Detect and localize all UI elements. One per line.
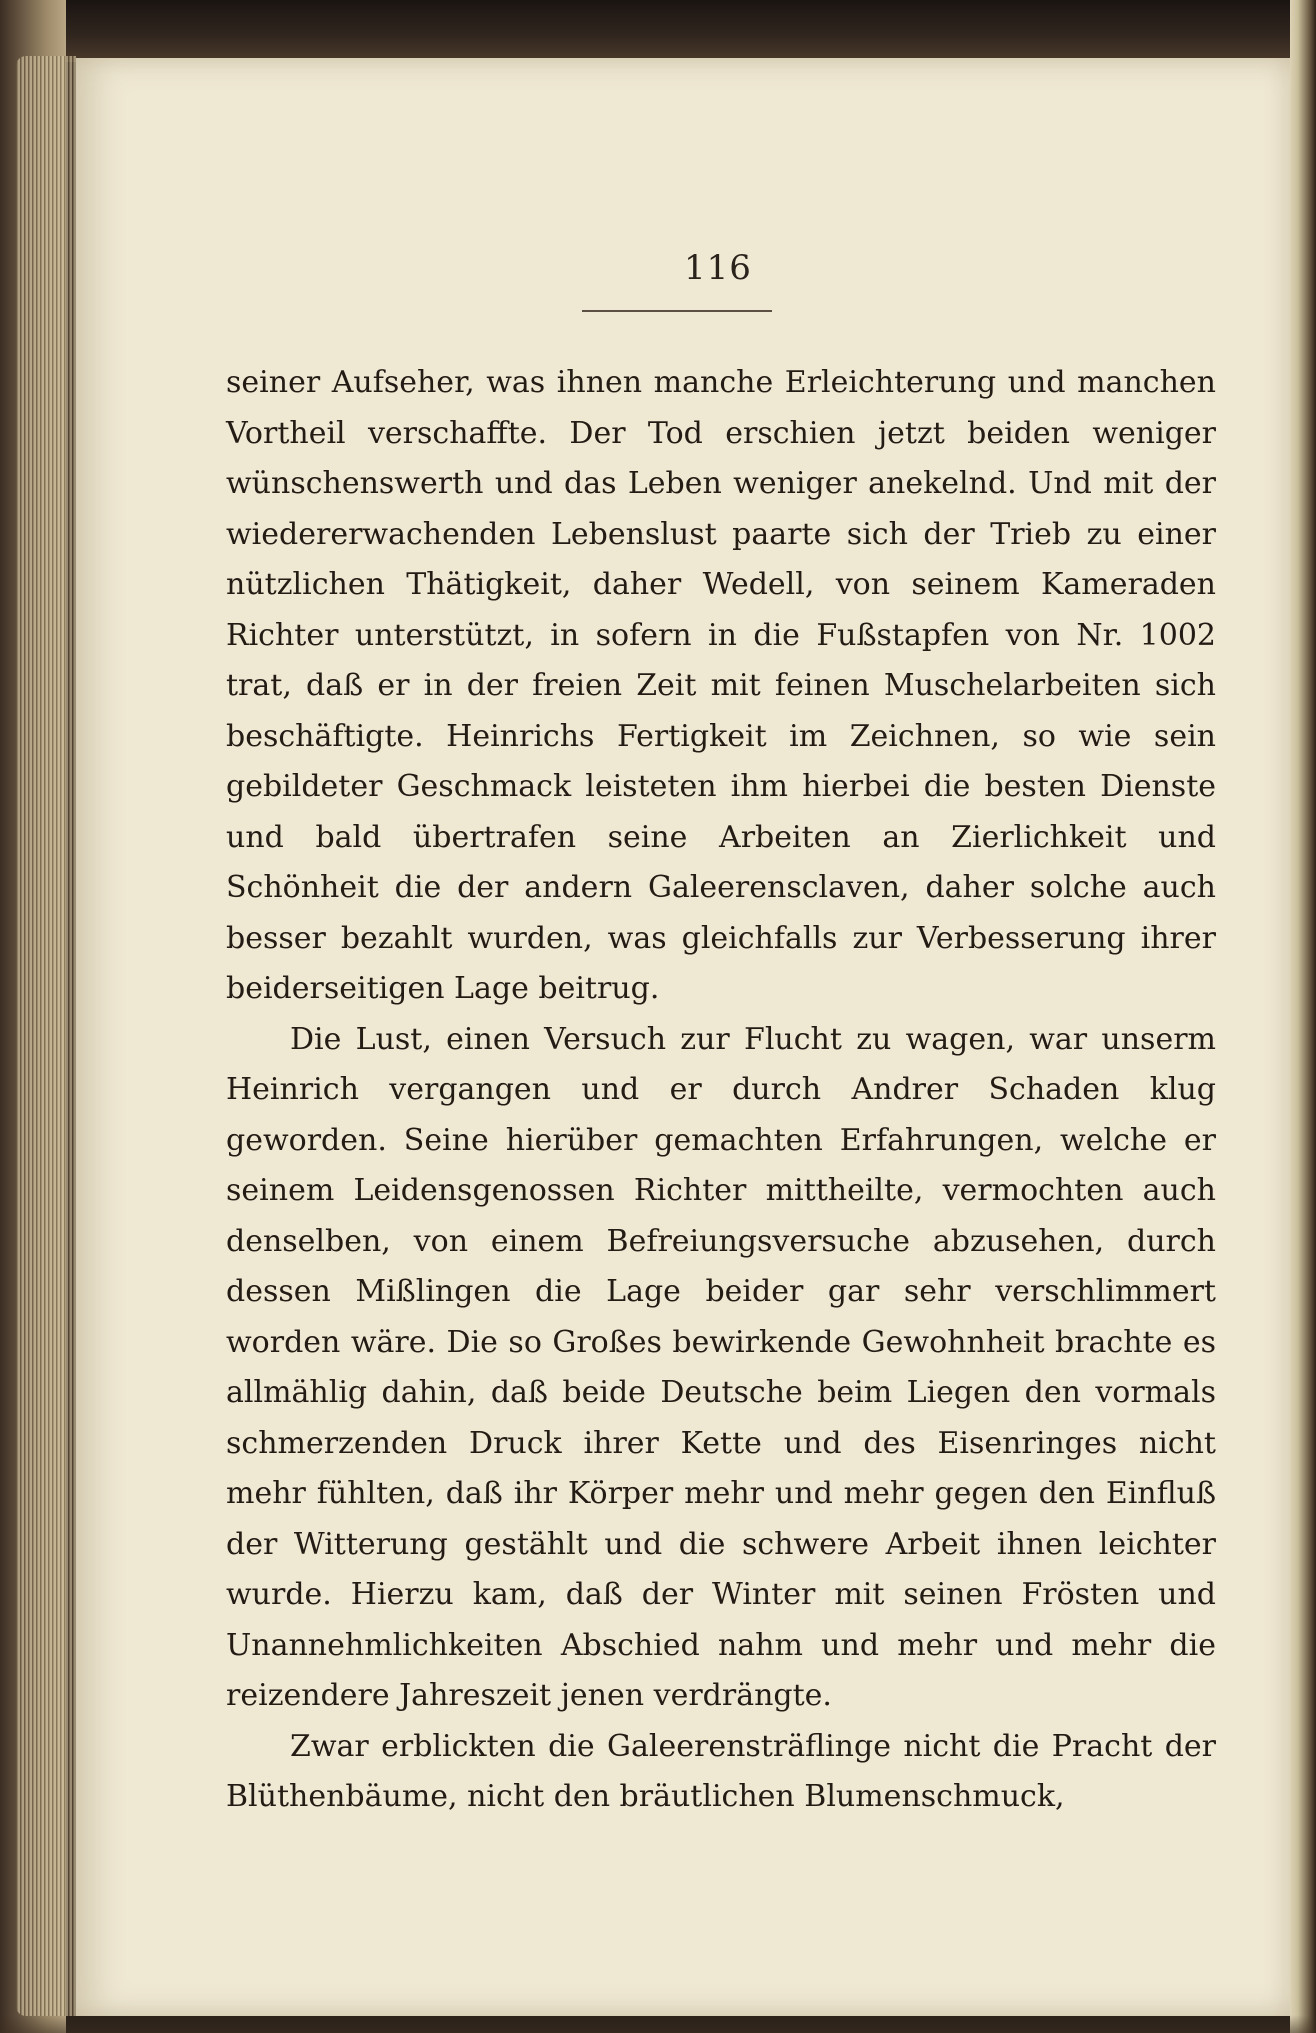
book-top-edge — [0, 0, 1316, 62]
page-stack-edges — [16, 56, 76, 2016]
book-page — [76, 58, 1290, 2016]
page-text — [226, 358, 1216, 1823]
page-number: 116 — [684, 248, 752, 288]
header-rule — [582, 310, 772, 312]
paragraph-continuation: seiner Aufseher, was ihnen manche Erleichterung und manchen Vortheil verschaffte. Der Tod erschien jetzt beiden weniger wünschenswerth und das Leben weniger anekelnd. Und mit der wiedererwachenden Lebenslust paarte sich der Trieb zu einer nützlichen Thätigkeit, daher Wedell, von seinem Kameraden Richter unterstützt, in sofern in die Fußstapfen von Nr. 1002 trat, daß er in der freien Zeit mit feinen Muschelarbeiten sich beschäftigte. Heinrichs Fertigkeit im Zeichnen, so wie sein gebildeter Geschmack leisteten ihm hierbei die besten Dienste und bald übertrafen seine Arbeiten an Zierlichkeit und Schönheit die der andern Galeerensclaven, daher solche auch besser bezahlt wurden, was gleichfalls zur Verbesserung ihrer beiderseitigen Lage beitrug. — [226, 365, 1216, 1006]
paragraph-flight: Die Lust, einen Versuch zur Flucht zu wagen, war unserm Heinrich vergangen und er durch Andrer Schaden klug geworden. Seine hierüber gemachten Erfahrungen, welche er seinem Leidensgenossen Richter mittheilte, vermochten auch denselben, von einem Befreiungsversuche abzusehen, durch dessen Mißlingen die Lage beider gar sehr verschlimmert worden wäre. Die so Großes bewirkende Gewohnheit brachte es allmählig dahin, daß beide Deutsche beim Liegen den vormals schmerzenden Druck ihrer Kette und des Eisenringes nicht mehr fühlten, daß ihr Körper mehr und mehr gegen den Einfluß der Witterung gestählt und die schwere Arbeit ihnen leichter wurde. Hierzu kam, daß der Winter mit seinen Frösten und Unannehmlichkeiten Abschied nahm und mehr und mehr die reizendere Jahreszeit jenen verdrängte. — [226, 1021, 1216, 1713]
paragraph-galley-prisoners: Zwar erblickten die Galeerensträflinge nicht die Pracht der Blüthenbäume, nicht den bräutlichen Blumenschmuck, — [226, 1728, 1216, 1814]
book-right-edge — [1290, 0, 1316, 2033]
book-bottom-shadow — [0, 2015, 1316, 2033]
